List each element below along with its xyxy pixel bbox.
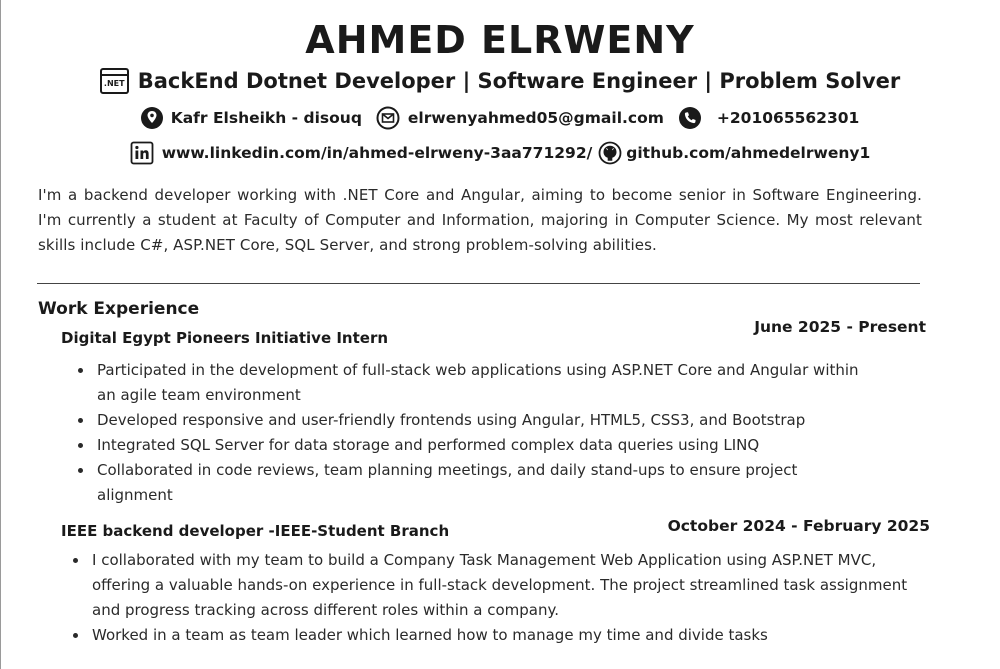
list-item: Participated in the development of full-stack web applications using ASP.NET Core and Angular within an agile team environment <box>75 358 875 408</box>
work-experience-heading: Work Experience <box>38 299 200 319</box>
list-item: Collaborated in code reviews, team planning meetings, and daily stand-ups to ensure project alignment <box>75 458 875 508</box>
email-link[interactable]: elrwenyahmed05@gmail.com <box>407 109 664 127</box>
list-item: Integrated SQL Server for data storage and performed complex data queries using LINQ <box>75 433 875 458</box>
github-icon <box>598 141 622 165</box>
phone-item[interactable] <box>678 106 859 130</box>
linkedin-link[interactable]: www.linkedin.com/in/ahmed-elrweny-3aa771292/ <box>161 144 593 162</box>
job-title: Digital Egypt Pioneers Initiative Intern <box>61 329 389 347</box>
headline-row <box>0 68 1000 94</box>
phone-text[interactable]: +201065562301 <box>716 109 860 127</box>
linkedin-icon <box>130 141 154 165</box>
job-dates: June 2025 - Present <box>754 318 926 336</box>
job-bullets <box>75 358 875 508</box>
github-item[interactable] <box>598 141 870 165</box>
email-item[interactable] <box>376 106 664 130</box>
envelope-icon <box>376 106 400 130</box>
list-item: Developed responsive and user-friendly frontends using Angular, HTML5, CSS3, and Bootstrap <box>75 408 875 433</box>
headline-text: BackEnd Dotnet Developer | Software Engineer | Problem Solver <box>137 69 901 93</box>
list-item: Worked in a team as team leader which learned how to manage my time and divide tasks <box>70 623 910 648</box>
contact-row-primary <box>0 106 1000 130</box>
section-divider <box>37 283 920 284</box>
candidate-name: AHMED ELRWENY <box>305 18 695 62</box>
job-dates: October 2024 - February 2025 <box>667 517 930 535</box>
linkedin-item[interactable] <box>130 141 593 165</box>
list-item: I collaborated with my team to build a Company Task Management Web Application using ASP.NET MVC, offering a valuable hands-on experience in full-stack development. The project streamlined task assignment and progress tracking across different roles within a company. <box>70 548 910 623</box>
job-title: IEEE backend developer -IEEE-Student Branch <box>61 522 450 540</box>
location-item <box>141 106 362 130</box>
location-text: Kafr Elsheikh - disouq <box>170 109 362 127</box>
job-bullets <box>70 548 910 648</box>
profile-summary: I'm a backend developer working with .NET Core and Angular, aiming to become senior in Software Engineering. I'm currently a student at Faculty of Computer and Information, majoring in Computer Science. My most relevant skills include C#, ASP.NET Core, SQL Server, and strong problem-solving abilities. <box>38 186 922 254</box>
location-pin-icon <box>141 106 163 130</box>
page-border <box>0 0 1 669</box>
github-link[interactable]: github.com/ahmedelrweny1 <box>626 144 871 162</box>
phone-icon <box>678 106 702 130</box>
dotnet-icon: .NET <box>100 68 129 94</box>
contact-row-links <box>0 141 1000 165</box>
